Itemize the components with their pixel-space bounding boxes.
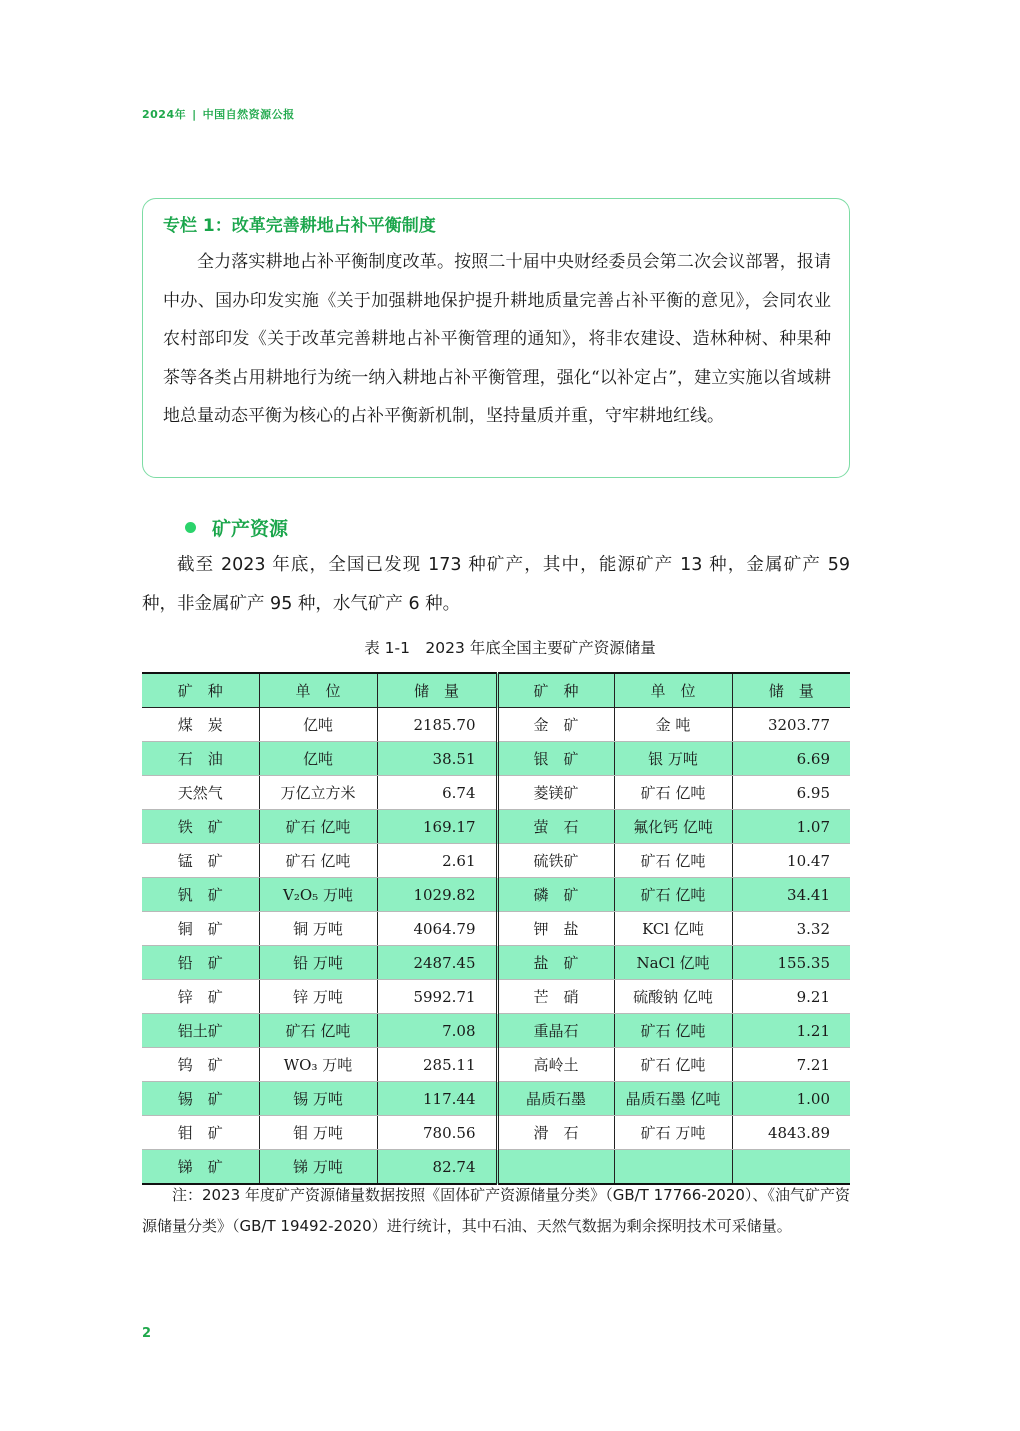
table-cell: 亿吨 <box>259 708 377 742</box>
table-header-row <box>142 673 850 708</box>
table-cell: 矿石 万吨 <box>614 1116 732 1150</box>
table-cell: 82.74 <box>377 1150 497 1185</box>
table-cell: 钨 矿 <box>142 1048 259 1082</box>
table-row <box>142 980 850 1014</box>
table-row <box>142 742 850 776</box>
table-cell: 6.95 <box>732 776 850 810</box>
section-paragraph: 截至 2023 年底，全国已发现 173 种矿产，其中，能源矿产 13 种，金属矿产 59 种，非金属矿产 95 种，水气矿产 6 种。 <box>142 555 850 614</box>
table-cell: 煤 炭 <box>142 708 259 742</box>
table-cell: 9.21 <box>732 980 850 1014</box>
table-row <box>142 1082 850 1116</box>
table-cell: 155.35 <box>732 946 850 980</box>
mineral-reserves-table <box>142 672 850 1185</box>
table-cell: 10.47 <box>732 844 850 878</box>
table-cell: 38.51 <box>377 742 497 776</box>
running-header <box>142 106 295 122</box>
table-row <box>142 844 850 878</box>
table-cell: 5992.71 <box>377 980 497 1014</box>
table-cell: 34.41 <box>732 878 850 912</box>
table-cell: 硫铁矿 <box>497 844 614 878</box>
table-cell: 3203.77 <box>732 708 850 742</box>
table-cell: 滑 石 <box>497 1116 614 1150</box>
table-cell: 铝土矿 <box>142 1014 259 1048</box>
table-cell: 重晶石 <box>497 1014 614 1048</box>
header-cell: 储 量 <box>732 673 850 708</box>
table-row <box>142 1150 850 1185</box>
table-cell: 矿石 亿吨 <box>259 810 377 844</box>
table-caption: 表 1-1 2023 年底全国主要矿产资源储量 <box>364 639 656 657</box>
feature-box-title: 专栏 1：改革完善耕地占补平衡制度 <box>163 216 436 236</box>
table-cell: 磷 矿 <box>497 878 614 912</box>
header-title: 中国自然资源公报 <box>202 108 295 121</box>
table-cell: 锑 矿 <box>142 1150 259 1185</box>
table-cell: 3.32 <box>732 912 850 946</box>
table-cell: 石 油 <box>142 742 259 776</box>
table-cell: 1029.82 <box>377 878 497 912</box>
header-cell: 单 位 <box>259 673 377 708</box>
table-cell: 菱镁矿 <box>497 776 614 810</box>
header-cell: 单 位 <box>614 673 732 708</box>
table-cell: 锑 万吨 <box>259 1150 377 1185</box>
bullet-dot-icon <box>185 522 196 533</box>
table-cell: 金 吨 <box>614 708 732 742</box>
table-row <box>142 878 850 912</box>
table-cell: 2487.45 <box>377 946 497 980</box>
section-heading-text: 矿产资源 <box>212 518 289 540</box>
table-cell: 2185.70 <box>377 708 497 742</box>
table-cell: 钒 矿 <box>142 878 259 912</box>
table-cell: 4843.89 <box>732 1116 850 1150</box>
header-year: 2024年 <box>142 108 187 121</box>
table-cell: 银 万吨 <box>614 742 732 776</box>
table-cell: 锌 矿 <box>142 980 259 1014</box>
table-cell: 锡 矿 <box>142 1082 259 1116</box>
table-cell: 芒 硝 <box>497 980 614 1014</box>
table-cell <box>732 1150 850 1185</box>
table-cell: 晶质石墨 <box>497 1082 614 1116</box>
table-cell: 银 矿 <box>497 742 614 776</box>
table-cell: 钼 矿 <box>142 1116 259 1150</box>
table-cell: 7.08 <box>377 1014 497 1048</box>
table-cell: 锌 万吨 <box>259 980 377 1014</box>
header-cell: 矿 种 <box>142 673 259 708</box>
table-cell: 天然气 <box>142 776 259 810</box>
table-cell: 盐 矿 <box>497 946 614 980</box>
table-cell: 晶质石墨 亿吨 <box>614 1082 732 1116</box>
table-cell: 氟化钙 亿吨 <box>614 810 732 844</box>
table-cell: 矿石 亿吨 <box>614 776 732 810</box>
table-cell: 6.69 <box>732 742 850 776</box>
header-cell: 储 量 <box>377 673 497 708</box>
table-cell: 高岭土 <box>497 1048 614 1082</box>
table-row <box>142 912 850 946</box>
table-cell: 金 矿 <box>497 708 614 742</box>
table-row <box>142 708 850 742</box>
table-cell: 铅 万吨 <box>259 946 377 980</box>
table-row <box>142 1116 850 1150</box>
table-cell: 矿石 亿吨 <box>614 1048 732 1082</box>
table-cell: 6.74 <box>377 776 497 810</box>
table-cell: 1.07 <box>732 810 850 844</box>
table-cell: 117.44 <box>377 1082 497 1116</box>
table-cell: 锡 万吨 <box>259 1082 377 1116</box>
table-cell: 矿石 亿吨 <box>614 1014 732 1048</box>
table-cell: 铜 万吨 <box>259 912 377 946</box>
table-cell: 2.61 <box>377 844 497 878</box>
table-cell <box>497 1150 614 1185</box>
table-note: 注：2023 年度矿产资源储量数据按照《固体矿产资源储量分类》（GB/T 17766-2020）、《油气矿产资源储量分类》（GB/T 19492-2020）进行统计，其中石油、天然气数据为剩余探明技术可采储量。 <box>142 1186 850 1235</box>
table-row <box>142 776 850 810</box>
header-separator: | <box>192 108 197 121</box>
table-cell: 钾 盐 <box>497 912 614 946</box>
section-heading <box>185 514 288 541</box>
table-cell: 7.21 <box>732 1048 850 1082</box>
page-number: 2 <box>142 1326 152 1341</box>
table-cell: 1.21 <box>732 1014 850 1048</box>
table-cell: V₂O₅ 万吨 <box>259 878 377 912</box>
table-cell: 锰 矿 <box>142 844 259 878</box>
table-cell: 铁 矿 <box>142 810 259 844</box>
table-cell <box>614 1150 732 1185</box>
header-cell: 矿 种 <box>497 673 614 708</box>
table-cell: 钼 万吨 <box>259 1116 377 1150</box>
table-cell: 亿吨 <box>259 742 377 776</box>
table-cell: 1.00 <box>732 1082 850 1116</box>
feature-box-body: 全力落实耕地占补平衡制度改革。按照二十届中央财经委员会第二次会议部署，报请中办、国办印发实施《关于加强耕地保护提升耕地质量完善占补平衡的意见》，会同农业农村部印发《关于改革完善耕地占补平衡管理的通知》，将非农建设、造林种树、种果种茶等各类占用耕地行为统一纳入耕地占补平衡管理，强化“以补定占”，建立实施以省域耕地总量动态平衡为核心的占补平衡新机制，坚持量质并重，守牢耕地红线。 <box>163 252 831 426</box>
table-cell: KCl 亿吨 <box>614 912 732 946</box>
table-cell: 4064.79 <box>377 912 497 946</box>
table-cell: WO₃ 万吨 <box>259 1048 377 1082</box>
table-cell: 万亿立方米 <box>259 776 377 810</box>
table-row <box>142 1014 850 1048</box>
table-cell: 硫酸钠 亿吨 <box>614 980 732 1014</box>
table-cell: 矿石 亿吨 <box>259 844 377 878</box>
table-cell: 780.56 <box>377 1116 497 1150</box>
table-cell: 矿石 亿吨 <box>614 844 732 878</box>
table-cell: NaCl 亿吨 <box>614 946 732 980</box>
table-row <box>142 1048 850 1082</box>
table-cell: 矿石 亿吨 <box>259 1014 377 1048</box>
table-cell: 铜 矿 <box>142 912 259 946</box>
table-row <box>142 810 850 844</box>
table-cell: 萤 石 <box>497 810 614 844</box>
table-cell: 169.17 <box>377 810 497 844</box>
table-cell: 矿石 亿吨 <box>614 878 732 912</box>
table-cell: 铅 矿 <box>142 946 259 980</box>
feature-box <box>142 198 850 478</box>
table-row <box>142 946 850 980</box>
table-cell: 285.11 <box>377 1048 497 1082</box>
